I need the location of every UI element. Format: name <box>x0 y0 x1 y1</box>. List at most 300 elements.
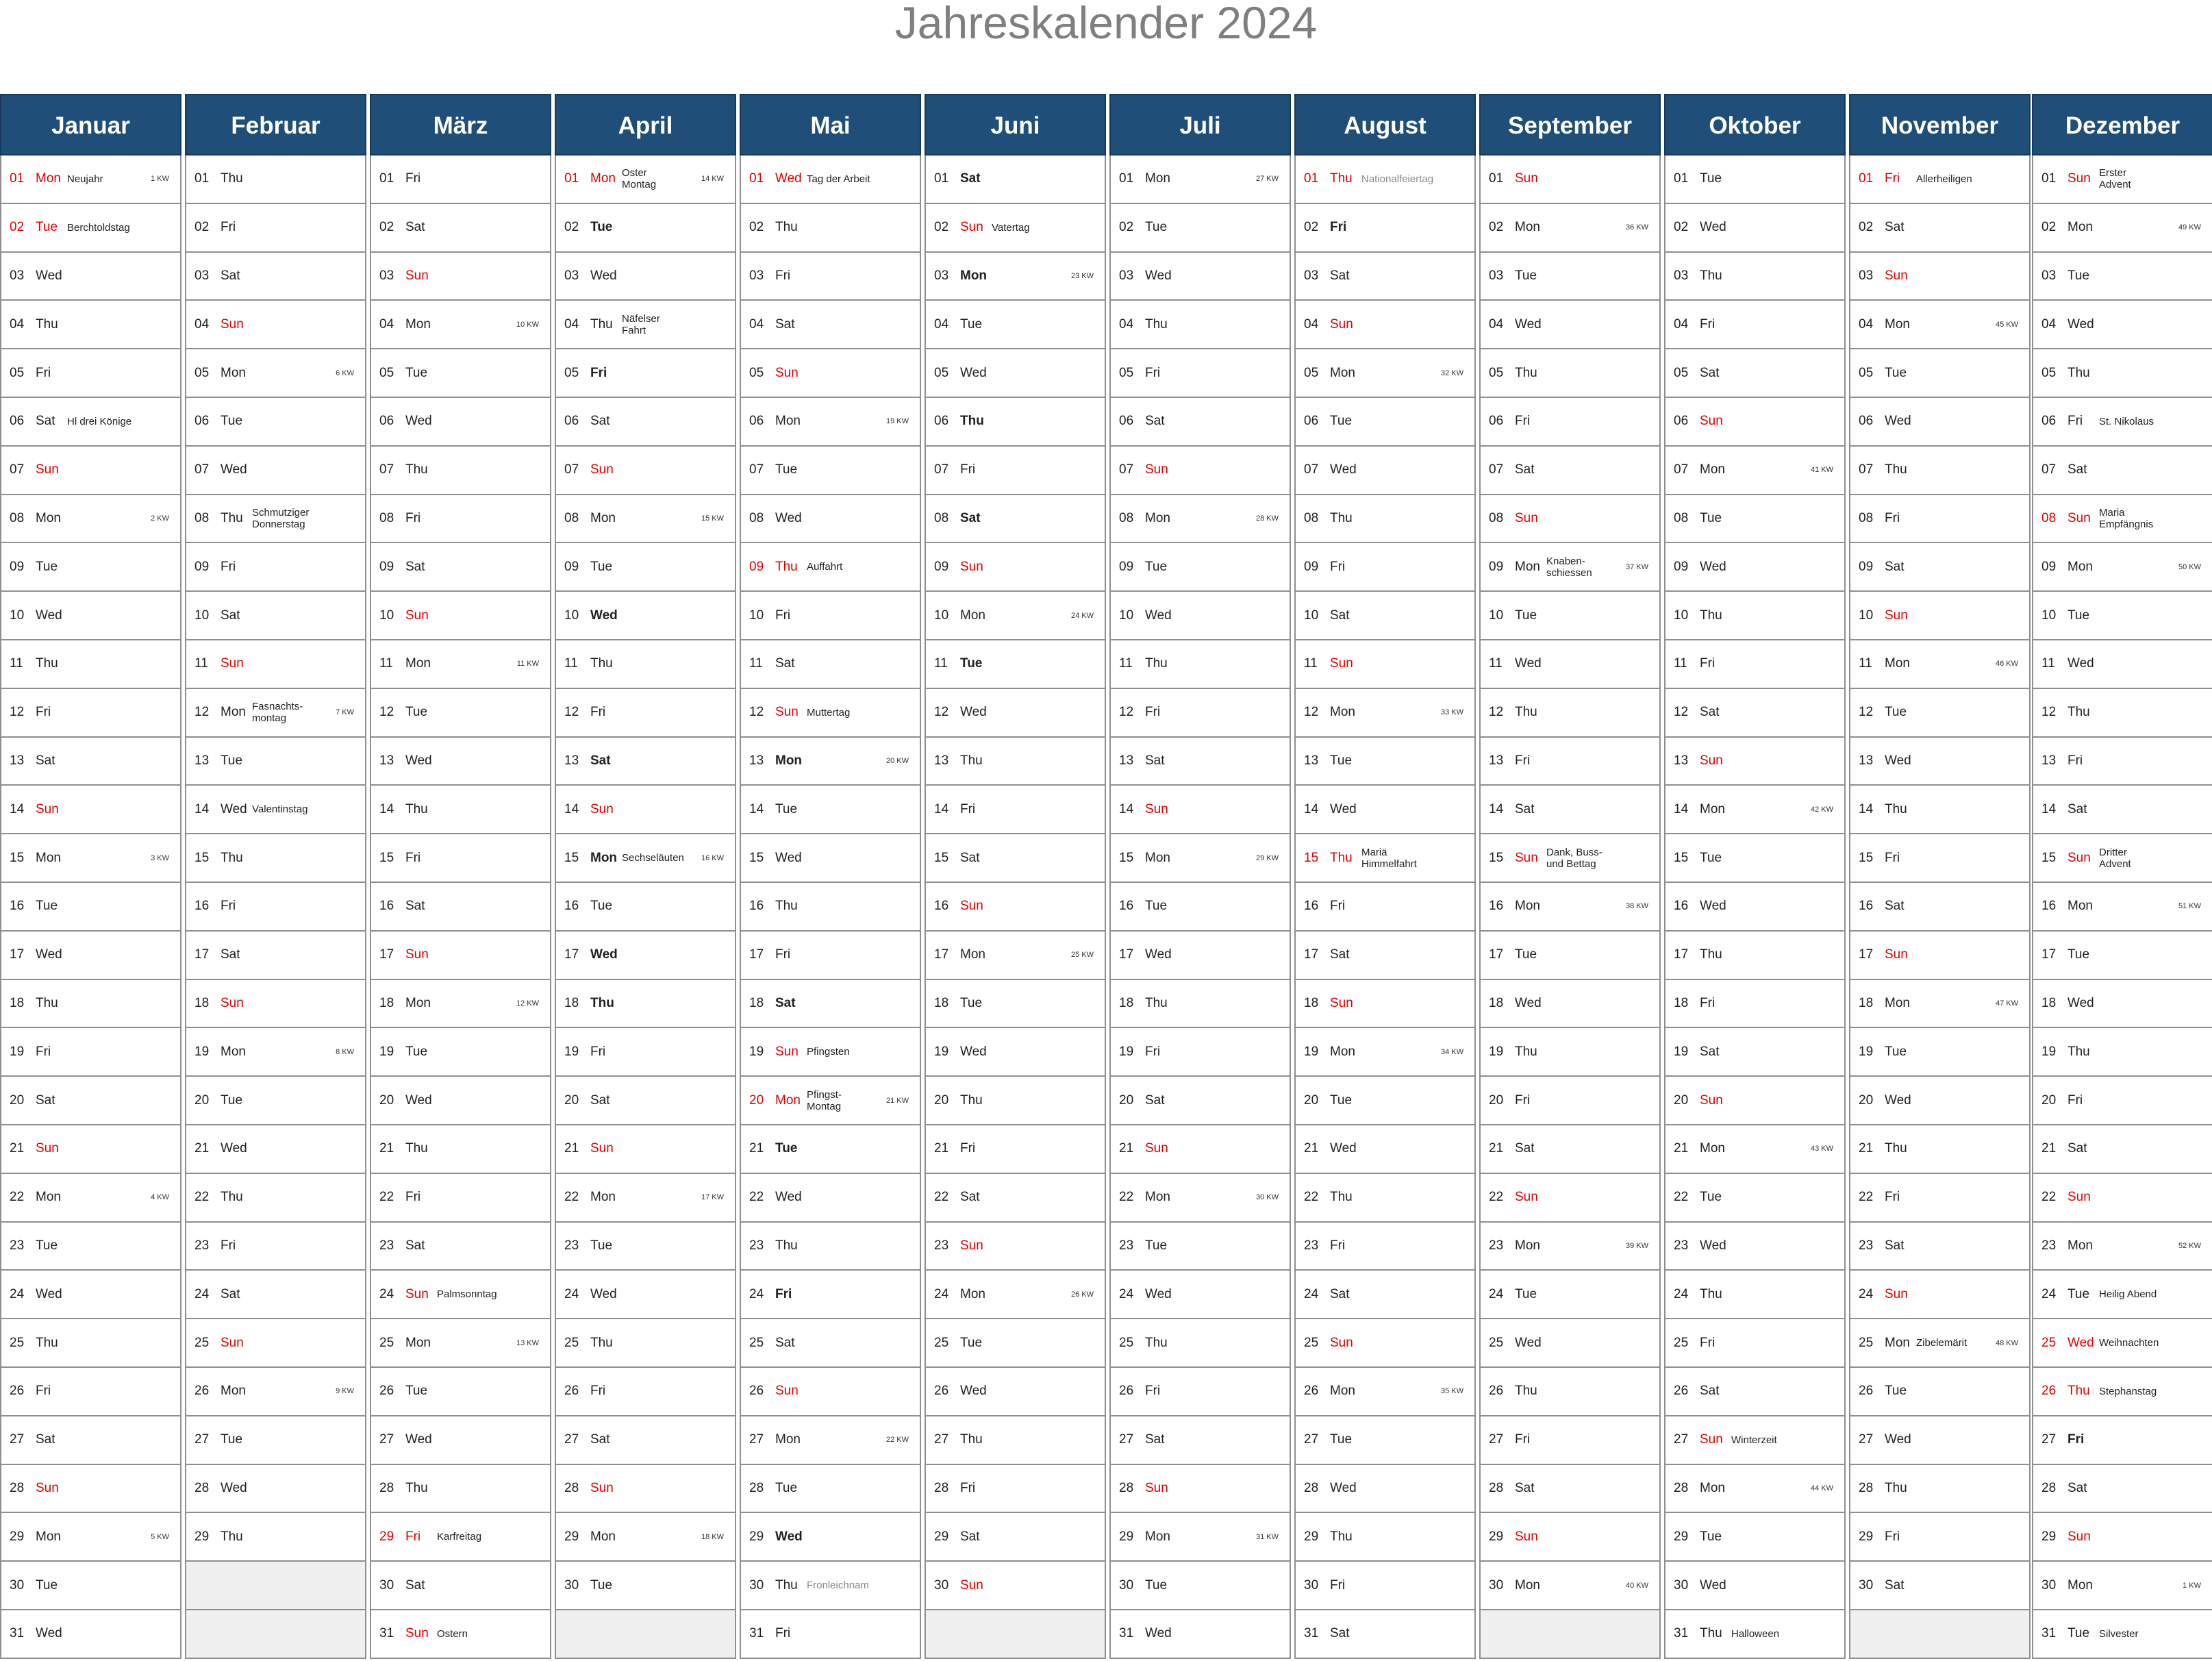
weekday-label: Sun <box>960 899 983 914</box>
day-number: 02 <box>1489 220 1504 235</box>
day-cell <box>925 738 1106 786</box>
day-number: 28 <box>934 1480 949 1495</box>
day-cell <box>0 592 181 640</box>
day-number: 07 <box>1489 462 1504 477</box>
weekday-label: Tue <box>1515 608 1537 623</box>
day-cell <box>370 689 551 738</box>
weekday-label: Fri <box>1885 171 1900 186</box>
weekday-label: Tue <box>2068 1286 2090 1301</box>
day-cell <box>0 1319 181 1368</box>
weekday-label: Mon <box>590 171 616 186</box>
weekday-label: Tue <box>1885 1384 1907 1399</box>
weekday-label: Fri <box>590 1384 606 1399</box>
weekday-label: Fri <box>1515 753 1531 768</box>
weekday-label: Sat <box>1145 753 1165 768</box>
weekday-label: Wed <box>1700 899 1726 914</box>
week-number: 43 KW <box>1810 1145 1833 1153</box>
week-number: 44 KW <box>1810 1484 1833 1493</box>
holiday-note: Palmsonntag <box>437 1288 497 1301</box>
day-cell <box>1109 1610 1291 1659</box>
weekday-label: Wed <box>36 268 62 283</box>
weekday-label: Tue <box>1885 365 1907 380</box>
day-number: 04 <box>934 316 949 332</box>
weekday-label: Thu <box>1515 1384 1537 1399</box>
day-cell <box>1849 1513 2031 1562</box>
weekday-label: Sat <box>590 1432 610 1447</box>
weekday-label: Sat <box>405 559 425 574</box>
day-number: 23 <box>1859 1238 1874 1253</box>
weekday-label: Tue <box>1145 1238 1168 1253</box>
day-number: 24 <box>10 1286 25 1301</box>
holiday-note: Halloween <box>1731 1627 1780 1640</box>
weekday-label: Thu <box>1145 316 1168 332</box>
day-number: 25 <box>1859 1335 1874 1350</box>
weekday-label: Sat <box>960 171 981 186</box>
day-cell <box>1479 738 1661 786</box>
holiday-note: Näfelser Fahrt <box>622 312 660 336</box>
day-number: 23 <box>2041 1238 2057 1253</box>
day-number: 21 <box>1859 1141 1874 1156</box>
weekday-label: Tue <box>1885 1044 1907 1059</box>
day-number: 15 <box>1119 850 1134 865</box>
day-cell <box>370 1174 551 1223</box>
day-cell <box>370 301 551 349</box>
day-cell <box>1294 495 1476 544</box>
day-number: 17 <box>1489 947 1504 962</box>
weekday-label: Fri <box>1145 705 1161 720</box>
weekday-label: Fri <box>1145 365 1161 380</box>
weekday-label: Tue <box>1145 559 1168 574</box>
day-number: 21 <box>1119 1141 1134 1156</box>
holiday-note: Pfingsten <box>807 1046 850 1058</box>
week-number: 41 KW <box>1810 466 1833 475</box>
day-cell <box>555 1513 736 1562</box>
day-number: 14 <box>379 801 394 816</box>
holiday-note: Valentinstag <box>252 803 308 816</box>
day-cell <box>1479 980 1661 1029</box>
day-cell <box>740 738 921 786</box>
weekday-label: Mon <box>36 1190 61 1205</box>
weekday-label: Sat <box>2068 1141 2087 1156</box>
day-cell <box>1664 883 1846 932</box>
month-column-märz <box>370 94 551 1661</box>
day-number: 03 <box>934 268 949 283</box>
day-cell <box>370 253 551 301</box>
day-number: 19 <box>1119 1044 1134 1059</box>
day-number: 24 <box>1674 1286 1689 1301</box>
weekday-label: Sun <box>590 1141 614 1156</box>
weekday-label: Thu <box>590 1335 613 1350</box>
weekday-label: Sun <box>405 1626 429 1641</box>
day-number: 04 <box>1859 316 1874 332</box>
day-number: 11 <box>934 656 948 671</box>
day-number: 24 <box>1119 1286 1134 1301</box>
holiday-note: Knaben- schiessen <box>1546 555 1592 579</box>
weekday-label: Sun <box>405 1286 429 1301</box>
day-cell <box>1294 883 1476 932</box>
empty-day-cell <box>1849 1610 2031 1659</box>
day-number: 22 <box>194 1190 210 1205</box>
day-number: 19 <box>194 1044 210 1059</box>
day-cell <box>1294 592 1476 640</box>
weekday-label: Tue <box>775 1480 798 1495</box>
day-cell <box>1109 1416 1291 1465</box>
day-cell <box>1849 1416 2031 1465</box>
day-cell <box>1849 543 2031 592</box>
day-number: 21 <box>1304 1141 1319 1156</box>
week-number: 16 KW <box>701 853 724 862</box>
day-cell <box>2032 592 2212 640</box>
day-cell <box>1294 301 1476 349</box>
weekday-label: Tue <box>2068 1626 2090 1641</box>
week-number: 39 KW <box>1625 1241 1648 1250</box>
day-cell <box>1109 1223 1291 1271</box>
day-cell <box>1294 1610 1476 1659</box>
day-cell <box>740 1368 921 1416</box>
weekday-label: Wed <box>221 1141 247 1156</box>
day-number: 31 <box>749 1626 764 1641</box>
weekday-label: Mon <box>405 1335 431 1350</box>
day-number: 28 <box>194 1480 210 1495</box>
weekday-label: Mon <box>960 608 985 623</box>
day-cell <box>1479 1368 1661 1416</box>
day-cell <box>1294 1562 1476 1610</box>
day-cell <box>370 349 551 398</box>
day-number: 17 <box>2041 947 2057 962</box>
week-number: 4 KW <box>151 1193 169 1202</box>
day-cell <box>370 1513 551 1562</box>
day-number: 21 <box>194 1141 210 1156</box>
weekday-label: Wed <box>221 801 247 816</box>
day-cell <box>555 1223 736 1271</box>
weekday-label: Fri <box>221 899 236 914</box>
weekday-label: Mon <box>1330 705 1355 720</box>
day-cell <box>925 447 1106 495</box>
day-cell <box>2032 980 2212 1029</box>
day-number: 07 <box>934 462 949 477</box>
day-cell <box>185 543 366 592</box>
day-cell <box>1664 447 1846 495</box>
weekday-label: Fri <box>1885 1529 1900 1544</box>
week-number: 37 KW <box>1625 562 1648 571</box>
month-header: November <box>1849 94 2031 155</box>
week-number: 25 KW <box>1070 951 1094 960</box>
weekday-label: Mon <box>405 316 431 332</box>
day-cell <box>1664 1416 1846 1465</box>
weekday-label: Sat <box>775 995 796 1010</box>
day-number: 19 <box>2041 1044 2057 1059</box>
week-number: 52 KW <box>2178 1241 2201 1250</box>
weekday-label: Sat <box>1885 899 1905 914</box>
weekday-label: Tue <box>960 995 983 1010</box>
day-cell <box>185 689 366 738</box>
day-number: 16 <box>1119 899 1134 914</box>
day-number: 06 <box>749 414 764 429</box>
day-number: 17 <box>1674 947 1689 962</box>
day-number: 12 <box>934 705 949 720</box>
day-cell <box>925 1223 1106 1271</box>
week-number: 46 KW <box>1995 660 2018 669</box>
weekday-label: Mon <box>1885 995 1910 1010</box>
day-number: 05 <box>2041 365 2057 380</box>
day-cell <box>555 689 736 738</box>
weekday-label: Mon <box>960 1286 985 1301</box>
day-number: 03 <box>564 268 579 283</box>
day-number: 21 <box>10 1141 25 1156</box>
weekday-label: Thu <box>405 1480 428 1495</box>
week-number: 29 KW <box>1255 853 1279 862</box>
day-cell <box>185 495 366 544</box>
day-cell <box>555 980 736 1029</box>
day-number: 05 <box>1859 365 1874 380</box>
day-cell <box>740 253 921 301</box>
week-number: 5 KW <box>151 1532 169 1541</box>
weekday-label: Thu <box>2068 1044 2090 1059</box>
weekday-label: Fri <box>1885 850 1900 865</box>
day-number: 09 <box>1859 559 1874 574</box>
day-cell <box>555 301 736 349</box>
day-cell <box>2032 1562 2212 1610</box>
day-cell <box>925 1028 1106 1077</box>
day-cell <box>925 1319 1106 1368</box>
weekday-label: Tue <box>775 801 798 816</box>
weekday-label: Sun <box>590 1480 614 1495</box>
week-number: 45 KW <box>1995 320 2018 329</box>
weekday-label: Thu <box>405 462 428 477</box>
day-number: 24 <box>1304 1286 1319 1301</box>
weekday-label: Mon <box>405 995 431 1010</box>
day-cell <box>370 1077 551 1125</box>
weekday-label: Sun <box>590 801 614 816</box>
day-number: 23 <box>934 1238 949 1253</box>
weekday-label: Mon <box>775 1432 801 1447</box>
weekday-label: Sun <box>1700 753 1723 768</box>
day-number: 06 <box>1859 414 1874 429</box>
weekday-label: Sun <box>1700 1432 1723 1447</box>
day-number: 13 <box>1489 753 1504 768</box>
day-number: 08 <box>934 510 949 525</box>
day-number: 26 <box>1489 1384 1504 1399</box>
weekday-label: Fri <box>2068 414 2083 429</box>
holiday-note: Allerheiligen <box>1916 173 1972 185</box>
day-cell <box>0 738 181 786</box>
day-number: 18 <box>749 995 764 1010</box>
day-number: 31 <box>1304 1626 1319 1641</box>
day-number: 30 <box>379 1577 394 1593</box>
day-number: 17 <box>379 947 394 962</box>
weekday-label: Thu <box>1330 171 1353 186</box>
week-number: 3 KW <box>151 853 169 862</box>
day-cell <box>0 155 181 204</box>
day-number: 29 <box>10 1529 25 1544</box>
day-number: 12 <box>10 705 25 720</box>
day-number: 07 <box>749 462 764 477</box>
day-cell <box>1664 1125 1846 1174</box>
day-number: 29 <box>1119 1529 1134 1544</box>
weekday-label: Thu <box>36 656 58 671</box>
weekday-label: Fri <box>960 1480 976 1495</box>
weekday-label: Wed <box>590 608 618 623</box>
day-number: 26 <box>1119 1384 1134 1399</box>
day-number: 13 <box>1674 753 1689 768</box>
day-cell <box>740 640 921 689</box>
day-cell <box>2032 204 2212 253</box>
weekday-label: Sat <box>221 1286 240 1301</box>
weekday-label: Wed <box>1885 1432 1911 1447</box>
day-cell <box>370 1125 551 1174</box>
day-number: 28 <box>2041 1480 2057 1495</box>
day-number: 30 <box>934 1577 949 1593</box>
day-number: 18 <box>564 995 579 1010</box>
holiday-note: Dank, Buss- und Bettag <box>1546 846 1603 870</box>
weekday-label: Sat <box>1145 1092 1165 1108</box>
day-cell <box>925 1416 1106 1465</box>
weekday-label: Sat <box>1515 462 1535 477</box>
weekday-label: Thu <box>775 1238 798 1253</box>
day-cell <box>740 301 921 349</box>
day-cell <box>1664 1174 1846 1223</box>
day-cell <box>370 155 551 204</box>
day-cell <box>1479 689 1661 738</box>
day-number: 14 <box>1304 801 1319 816</box>
day-cell <box>1849 1223 2031 1271</box>
weekday-label: Sat <box>1515 801 1535 816</box>
holiday-note: Sechseläuten <box>622 852 684 864</box>
day-cell <box>925 1562 1106 1610</box>
week-number: 32 KW <box>1440 369 1463 377</box>
day-cell <box>1294 1271 1476 1319</box>
weekday-label: Fri <box>36 705 51 720</box>
day-number: 29 <box>564 1529 579 1544</box>
weekday-label: Thu <box>1330 1529 1353 1544</box>
day-number: 18 <box>1489 995 1504 1010</box>
week-number: 33 KW <box>1440 708 1463 717</box>
day-number: 01 <box>934 171 949 186</box>
day-number: 11 <box>194 656 208 671</box>
weekday-label: Fri <box>1700 1335 1715 1350</box>
day-cell <box>1849 301 2031 349</box>
day-cell <box>0 980 181 1029</box>
day-cell <box>1479 1416 1661 1465</box>
day-number: 11 <box>379 656 393 671</box>
holiday-note: Dritter Advent <box>2099 846 2131 870</box>
day-cell <box>2032 349 2212 398</box>
weekday-label: Wed <box>2068 316 2094 332</box>
day-cell <box>740 543 921 592</box>
day-number: 27 <box>2041 1432 2057 1447</box>
weekday-label: Sat <box>36 1432 55 1447</box>
weekday-label: Sat <box>36 414 55 429</box>
day-number: 03 <box>379 268 394 283</box>
month-header: Januar <box>0 94 181 155</box>
day-number: 20 <box>1489 1092 1504 1108</box>
day-number: 03 <box>194 268 210 283</box>
day-number: 24 <box>1859 1286 1874 1301</box>
day-cell <box>925 1513 1106 1562</box>
day-number: 19 <box>564 1044 579 1059</box>
day-number: 29 <box>1304 1529 1319 1544</box>
day-number: 05 <box>564 365 579 380</box>
day-cell <box>0 1610 181 1659</box>
weekday-label: Fri <box>960 1141 976 1156</box>
day-cell <box>555 253 736 301</box>
day-cell <box>0 1562 181 1610</box>
weekday-label: Wed <box>775 1190 802 1205</box>
day-cell <box>370 834 551 883</box>
day-cell <box>0 834 181 883</box>
day-cell <box>1849 1077 2031 1125</box>
day-number: 19 <box>1304 1044 1319 1059</box>
day-cell <box>925 1271 1106 1319</box>
day-number: 25 <box>749 1335 764 1350</box>
month-header: April <box>555 94 736 155</box>
holiday-note: Schmutziger Donnerstag <box>252 506 310 530</box>
day-cell <box>1109 1465 1291 1514</box>
weekday-label: Wed <box>1330 462 1357 477</box>
day-number: 03 <box>1489 268 1504 283</box>
day-cell <box>1294 786 1476 834</box>
weekday-label: Tue <box>1700 171 1722 186</box>
day-cell <box>2032 1319 2212 1368</box>
day-number: 07 <box>194 462 210 477</box>
day-cell <box>185 1465 366 1514</box>
weekday-label: Mon <box>2068 1577 2093 1593</box>
day-cell <box>740 1125 921 1174</box>
day-number: 25 <box>2041 1335 2057 1350</box>
day-cell <box>0 1465 181 1514</box>
holiday-note: Fasnachts- montag <box>252 701 303 725</box>
day-number: 25 <box>1674 1335 1689 1350</box>
day-cell <box>925 1368 1106 1416</box>
weekday-label: Wed <box>1330 801 1357 816</box>
day-cell <box>740 204 921 253</box>
month-column-mai <box>740 94 921 1661</box>
day-number: 31 <box>1119 1626 1134 1641</box>
day-number: 01 <box>1859 171 1874 186</box>
day-cell <box>740 447 921 495</box>
day-cell <box>0 349 181 398</box>
day-number: 30 <box>1304 1577 1319 1593</box>
day-number: 24 <box>379 1286 394 1301</box>
day-cell <box>1109 253 1291 301</box>
day-number: 09 <box>1119 559 1134 574</box>
day-number: 05 <box>749 365 764 380</box>
day-number: 09 <box>379 559 394 574</box>
day-number: 17 <box>1119 947 1134 962</box>
day-number: 12 <box>564 705 579 720</box>
weekday-label: Sat <box>590 753 611 768</box>
day-number: 01 <box>2041 171 2057 186</box>
weekday-label: Fri <box>775 1286 792 1301</box>
day-cell <box>1849 447 2031 495</box>
day-number: 22 <box>564 1190 579 1205</box>
day-cell <box>370 980 551 1029</box>
day-number: 01 <box>564 171 579 186</box>
day-number: 01 <box>10 171 25 186</box>
day-cell <box>740 1562 921 1610</box>
day-cell <box>1294 1174 1476 1223</box>
day-number: 11 <box>564 656 578 671</box>
day-number: 28 <box>1304 1480 1319 1495</box>
day-number: 03 <box>1119 268 1134 283</box>
weekday-label: Tue <box>36 1577 58 1593</box>
weekday-label: Thu <box>221 850 243 865</box>
day-number: 25 <box>10 1335 25 1350</box>
weekday-label: Sat <box>1330 1626 1350 1641</box>
weekday-label: Wed <box>1145 947 1172 962</box>
day-cell <box>1849 155 2031 204</box>
day-cell <box>1294 738 1476 786</box>
